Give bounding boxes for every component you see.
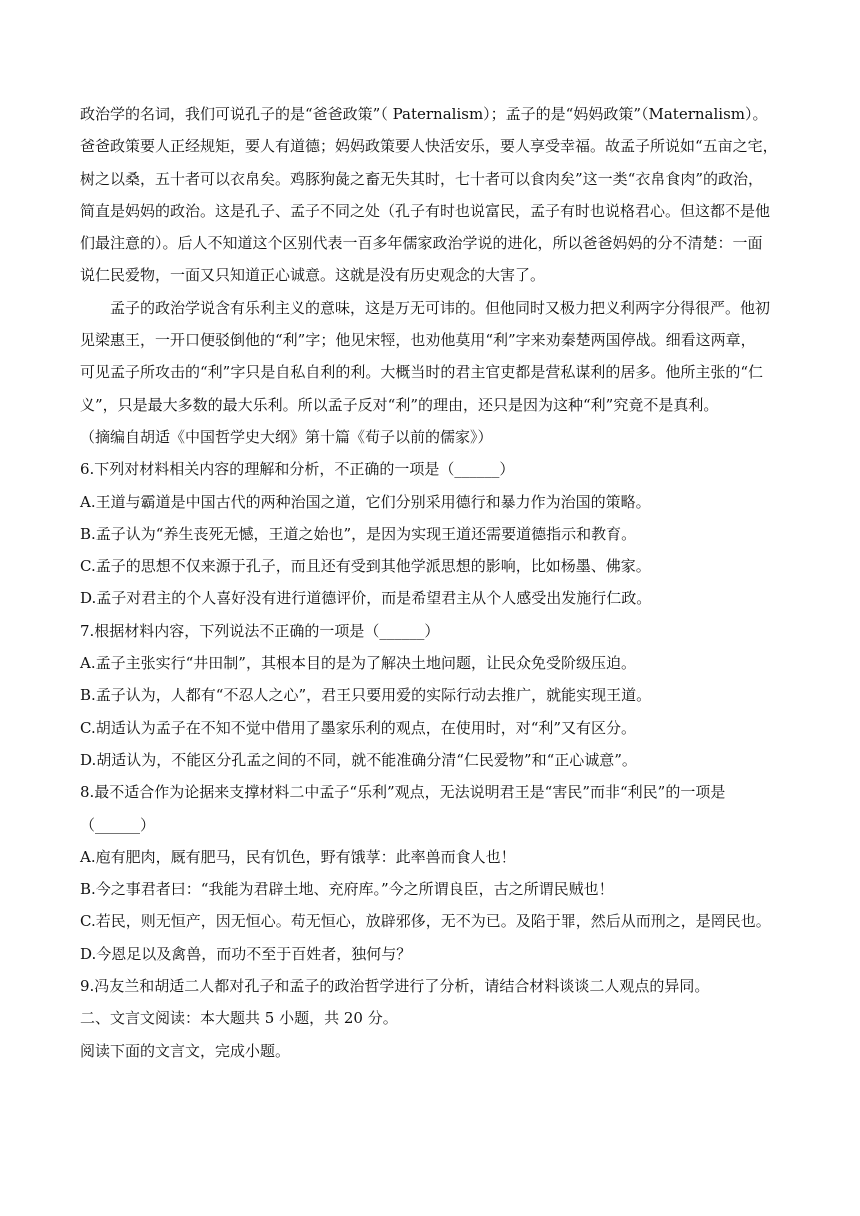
passage-paragraph-2 — [80, 298, 786, 415]
option-a: A.王道与霸道是中国古代的两种治国之道，它们分别采用德行和暴力作为治国的策略。 — [80, 492, 651, 511]
text-line: 孟子的政治学说含有乐利主义的意味，这是万无可讳的。但他同时又极力把义利两字分得很严。他初 — [110, 298, 771, 317]
text-line: 爸爸政策要人正经规矩，要人有道德；妈妈政策要人快活安乐，要人享受幸福。故孟子所说如“五亩之宅， — [80, 137, 778, 156]
option-d: D.孟子对君主的个人喜好没有进行道德评价，而是希望君主从个人感受出发施行仁政。 — [80, 589, 652, 608]
option-b: B.孟子认为，人都有“不忍人之心”，君王只要用爱的实际行动去推广，就能实现王道。 — [80, 686, 652, 705]
option-a: A.庖有肥肉，厩有肥马，民有饥色，野有饿莩：此率兽而食人也！ — [80, 847, 516, 866]
text-line: 树之以桑，五十者可以衣帛矣。鸡豚狗彘之畜无失其时，七十者可以食肉矣”这一类“衣帛食肉”的政治， — [80, 169, 764, 188]
question-stem-continued: （______） — [80, 815, 156, 834]
section-instruction: 阅读下面的文言文，完成小题。 — [80, 1041, 291, 1060]
option-b: B.今之事君者曰：“我能为君辟土地、充府库。”今之所谓良臣，古之所谓民贼也！ — [80, 880, 614, 899]
text-line: 说仁民爱物，一面又只知道正心诚意。这就是没有历史观念的大害了。 — [80, 266, 546, 285]
source-note: （摘编自胡适《中国哲学史大纲》第十篇《荀子以前的儒家》） — [80, 427, 493, 446]
question-8 — [80, 782, 786, 963]
question-6 — [80, 459, 786, 608]
text-line: 义”，只是最大多数的最大乐利。所以孟子反对“利”的理由，还只是因为这种“利”究竟不是真利。 — [80, 395, 719, 414]
option-c: C.孟子的思想不仅来源于孔子，而且还有受到其他学派思想的影响，比如杨墨、佛家。 — [80, 557, 651, 576]
text-line: 简直是妈妈的政治。这是孔子、孟子不同之处（孔子有时也说富民，孟子有时也说格君心。但这都不是他 — [80, 201, 771, 220]
option-d: D.胡适认为，不能区分孔孟之间的不同，就不能准确分清“仁民爱物”和“正心诚意”。 — [80, 750, 637, 769]
option-c: C.胡适认为孟子在不知不觉中借用了墨家乐利的观点，在使用时，对“利”又有区分。 — [80, 718, 637, 737]
document-content — [80, 104, 786, 1073]
question-stem: 7.根据材料内容，下列说法不正确的一项是（______） — [80, 621, 440, 640]
text-line: 见梁惠王，一开口便驳倒他的“利”字；他见宋牼，也劝他莫用“利”字来劝秦楚两国停战。细看这两章， — [80, 331, 756, 350]
section-heading: 二、文言文阅读：本大题共 5 小题，共 20 分。 — [80, 1009, 398, 1028]
question-stem: 6.下列对材料相关内容的理解和分析，不正确的一项是（______） — [80, 460, 515, 479]
text-line: 可见孟子所攻击的“利”字只是自私自利的利。大概当时的君主官吏都是营私谋利的居多。他所主张的“仁 — [80, 363, 764, 382]
question-9: 9.冯友兰和胡适二人都对孔子和孟子的政治哲学进行了分析，请结合材料谈谈二人观点的异同。 — [80, 977, 710, 996]
text-line: 政治学的名词，我们可说孔子的是“爸爸政策”（ Paternalism）；孟子的是“妈妈政策”（Maternalism）。 — [80, 105, 768, 123]
question-stem: 8.最不适合作为论据来支撑材料二中孟子“乐利”观点，无法说明君王是“害民”而非“利民”的一项是 — [80, 783, 726, 802]
option-c: C.若民，则无恒产，因无恒心。苟无恒心，放辟邪侈，无不为已。及陷于罪，然后从而刑之，是罔民也。 — [80, 912, 771, 931]
option-d: D.今恩足以及禽兽，而功不至于百姓者，独何与？ — [80, 944, 412, 963]
passage-paragraph-1 — [80, 104, 786, 285]
question-7 — [80, 621, 786, 770]
text-line: 们最注意的）。后人不知道这个区别代表一百多年儒家政治学说的进化，所以爸爸妈妈的分不清楚：一面 — [80, 234, 763, 253]
option-a: A.孟子主张实行“井田制”，其根本目的是为了解决土地问题，让民众免受阶级压迫。 — [80, 654, 636, 673]
option-b: B.孟子认为“养生丧死无憾，王道之始也”，是因为实现王道还需要道德指示和教育。 — [80, 524, 637, 543]
